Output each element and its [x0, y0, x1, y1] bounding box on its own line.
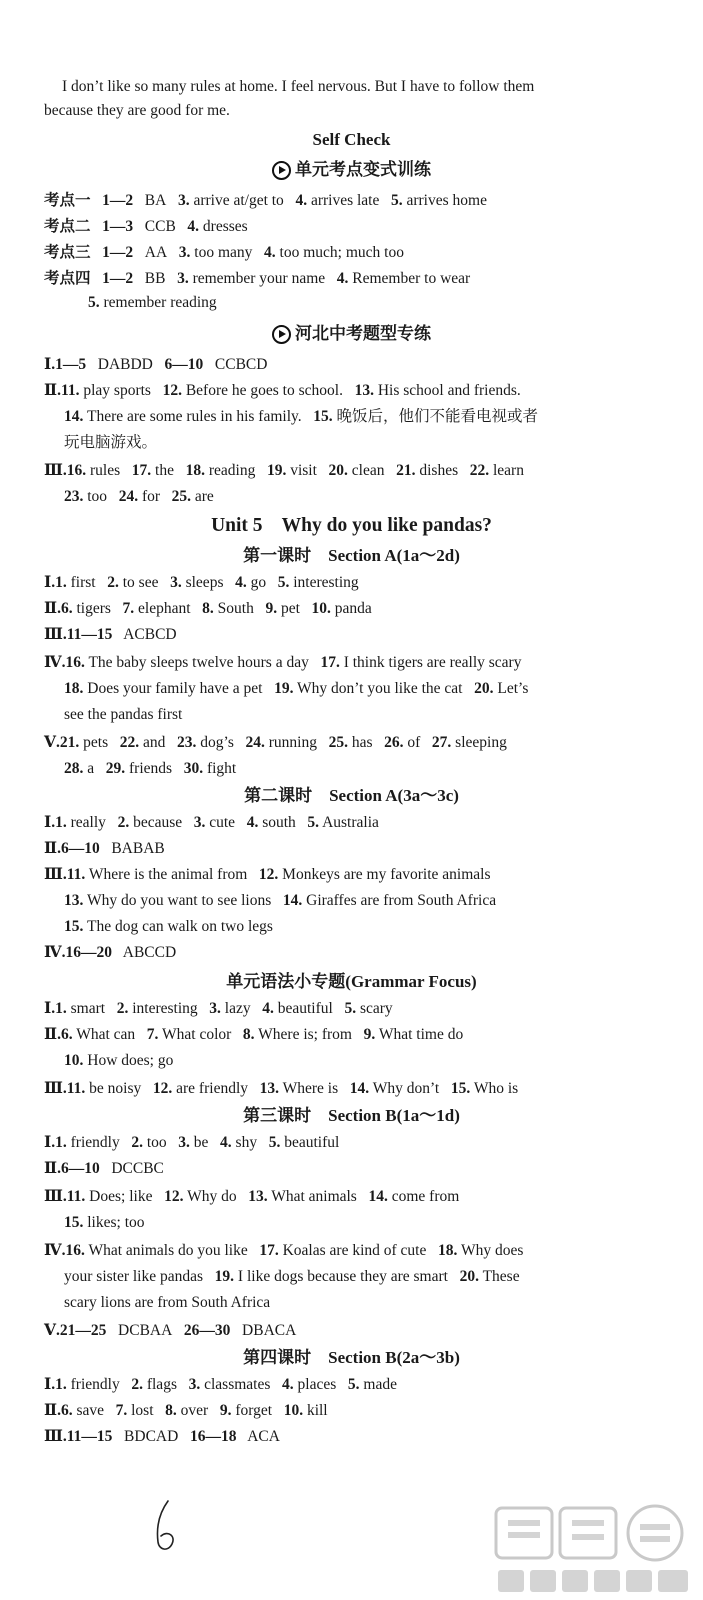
hebei-part-2-line-2: 14. There are some rules in his family. 15. 晚饭后，他们不能看电视或者	[64, 408, 539, 425]
grammar-part-2-line-2: 10. How does; go	[64, 1052, 174, 1069]
drill-header	[0, 158, 703, 187]
lesson-4-title: 第四课时 Section B(2a～3b)	[243, 1348, 460, 1367]
drill-row-4-cont: 5. remember reading	[88, 294, 217, 311]
intro-line-1: I don’t like so many rules at home. I feel nervous. But I have to follow them	[62, 78, 535, 95]
drill-row-4: 考点四 1—2 BB 3. remember your name 4. Remember to wear	[44, 270, 471, 287]
hebei-part-1: Ⅰ.1—5 DABDD 6—10 CCBCD	[44, 356, 268, 373]
l2-part-1: Ⅰ.1. really 2. because 3. cute 4. south 5. Australia	[44, 814, 379, 831]
play-arrow-icon	[272, 325, 291, 344]
hebei-part-2-line-1: Ⅱ.11. play sports 12. Before he goes to school. 13. His school and friends.	[44, 382, 521, 399]
unit-title: Unit 5 Why do you like pandas?	[211, 515, 492, 536]
play-arrow-icon	[272, 161, 291, 180]
lesson-1-title: 第一课时 Section A(1a～2d)	[243, 546, 460, 565]
l3-part-4-line-1: Ⅳ.16. What animals do you like 17. Koalas are kind of cute 18. Why does	[44, 1242, 524, 1259]
l2-part-2: Ⅱ.6—10 BABAB	[44, 840, 165, 857]
hebei-part-2-line-3: 玩电脑游戏。	[64, 434, 158, 451]
hebei-part-3-line-1: Ⅲ.16. rules 17. the 18. reading 19. visit 20. clean 21. dishes 22. learn	[44, 462, 524, 479]
l3-part-5: Ⅴ.21—25 DCBAA 26—30 DBACA	[44, 1322, 297, 1339]
grammar-title: 单元语法小专题(Grammar Focus)	[226, 972, 477, 991]
grammar-part-2-line-1: Ⅱ.6. What can 7. What color 8. Where is; from 9. What time do	[44, 1026, 464, 1043]
intro-line-2: because they are good for me.	[44, 102, 230, 119]
lesson-3-title: 第三课时 Section B(1a～1d)	[243, 1106, 460, 1125]
l1-part-5-line-1: Ⅴ.21. pets 22. and 23. dog’s 24. running 25. has 26. of 27. sleeping	[44, 734, 507, 751]
self-check-title: Self Check	[312, 130, 391, 149]
l2-part-3-line-2: 13. Why do you want to see lions 14. Giraffes are from South Africa	[64, 892, 497, 909]
l1-part-2: Ⅱ.6. tigers 7. elephant 8. South 9. pet 10. panda	[44, 600, 372, 617]
handwritten-page-number	[152, 1498, 180, 1554]
grammar-part-3: Ⅲ.11. be noisy 12. are friendly 13. Where is 14. Why don’t 15. Who is	[44, 1080, 519, 1097]
l1-part-3: Ⅲ.11—15 ACBCD	[44, 626, 177, 643]
hebei-part-3-line-2: 23. too 24. for 25. are	[64, 488, 214, 505]
drill-row-1: 考点一 1—2 BA 3. arrive at/get to 4. arrives late 5. arrives home	[44, 192, 487, 209]
drill-row-2: 考点二 1—3 CCB 4. dresses	[44, 218, 248, 235]
l3-part-4-line-2: your sister like pandas 19. I like dogs because they are smart 20. These	[64, 1268, 520, 1285]
l1-part-1: Ⅰ.1. first 2. to see 3. sleeps 4. go 5. interesting	[44, 574, 359, 591]
l1-part-5-line-2: 28. a 29. friends 30. fight	[64, 760, 237, 777]
drill-row-3: 考点三 1—2 AA 3. too many 4. too much; much too	[44, 244, 404, 261]
l4-part-1: Ⅰ.1. friendly 2. flags 3. classmates 4. places 5. made	[44, 1376, 397, 1393]
l3-part-3-line-2: 15. likes; too	[64, 1214, 145, 1231]
l3-part-2: Ⅱ.6—10 DCCBC	[44, 1160, 164, 1177]
drill-header-text: 单元考点变式训练	[295, 160, 431, 179]
lesson-2-title: 第二课时 Section A(3a～3c)	[244, 786, 459, 805]
hebei-header	[0, 322, 703, 351]
l3-part-1: Ⅰ.1. friendly 2. too 3. be 4. shy 5. beautiful	[44, 1134, 340, 1151]
l1-part-4-line-3: see the pandas first	[64, 706, 183, 723]
l3-part-4-line-3: scary lions are from South Africa	[64, 1294, 271, 1311]
l2-part-3-line-1: Ⅲ.11. Where is the animal from 12. Monkeys are my favorite animals	[44, 866, 491, 883]
watermark-logo	[490, 1500, 695, 1598]
l4-part-3: Ⅲ.11—15 BDCAD 16—18 ACA	[44, 1428, 280, 1445]
hebei-header-text: 河北中考题型专练	[295, 324, 431, 343]
l3-part-3-line-1: Ⅲ.11. Does; like 12. Why do 13. What animals 14. come from	[44, 1188, 460, 1205]
l1-part-4-line-1: Ⅳ.16. The baby sleeps twelve hours a day 17. I think tigers are really scary	[44, 654, 522, 671]
l2-part-4: Ⅳ.16—20 ABCCD	[44, 944, 177, 961]
l1-part-4-line-2: 18. Does your family have a pet 19. Why don’t you like the cat 20. Let’s	[64, 680, 529, 697]
l2-part-3-line-3: 15. The dog can walk on two legs	[64, 918, 273, 935]
grammar-part-1: Ⅰ.1. smart 2. interesting 3. lazy 4. beautiful 5. scary	[44, 1000, 393, 1017]
l4-part-2: Ⅱ.6. save 7. lost 8. over 9. forget 10. kill	[44, 1402, 328, 1419]
